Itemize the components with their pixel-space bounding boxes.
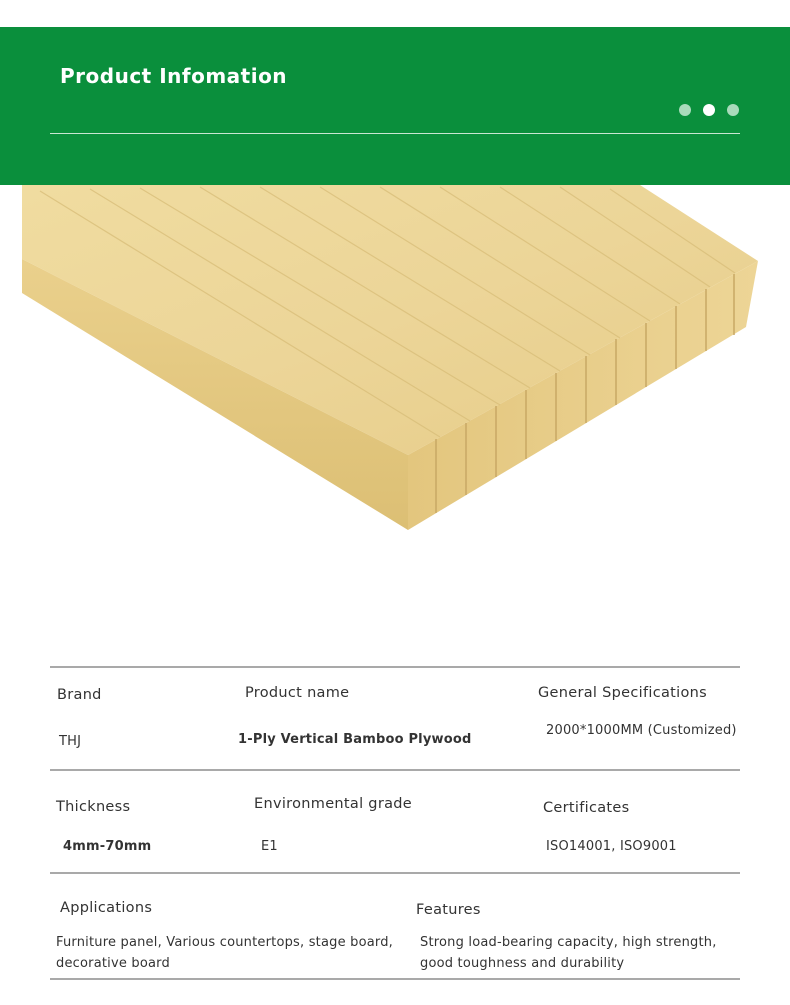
product-image (0, 185, 790, 545)
thickness-value: 4mm-70mm (63, 839, 152, 854)
environmental-grade-value: E1 (261, 839, 278, 854)
carousel-dot-2-active[interactable] (703, 104, 715, 116)
general-specifications-label: General Specifications (538, 685, 708, 701)
header-banner (0, 27, 790, 185)
environmental-grade-label: Environmental grade (254, 796, 412, 812)
certificates-label: Certificates (543, 800, 630, 816)
section-title: Product Infomation (60, 64, 288, 88)
applications-label: Applications (60, 900, 153, 916)
carousel-dot-3[interactable] (727, 104, 739, 116)
features-label: Features (416, 902, 481, 918)
features-value: Strong load-bearing capacity, high strength, good toughness and durability (420, 935, 717, 971)
banner-divider (50, 133, 740, 134)
table-divider (50, 872, 740, 874)
carousel-dot-1[interactable] (679, 104, 691, 116)
applications-value: Furniture panel, Various countertops, stage board, decorative board (56, 935, 393, 971)
certificates-value: ISO14001, ISO9001 (546, 839, 677, 854)
product-name-value: 1-Ply Vertical Bamboo Plywood (238, 732, 472, 747)
thickness-label: Thickness (56, 799, 131, 815)
general-specifications-value: 2000*1000MM (Customized) (546, 723, 737, 738)
carousel-dots (679, 104, 741, 116)
brand-value: THJ (59, 734, 82, 749)
table-divider (50, 978, 740, 980)
table-divider (50, 666, 740, 668)
table-divider (50, 769, 740, 771)
product-name-label: Product name (245, 685, 350, 701)
brand-label: Brand (57, 687, 102, 703)
